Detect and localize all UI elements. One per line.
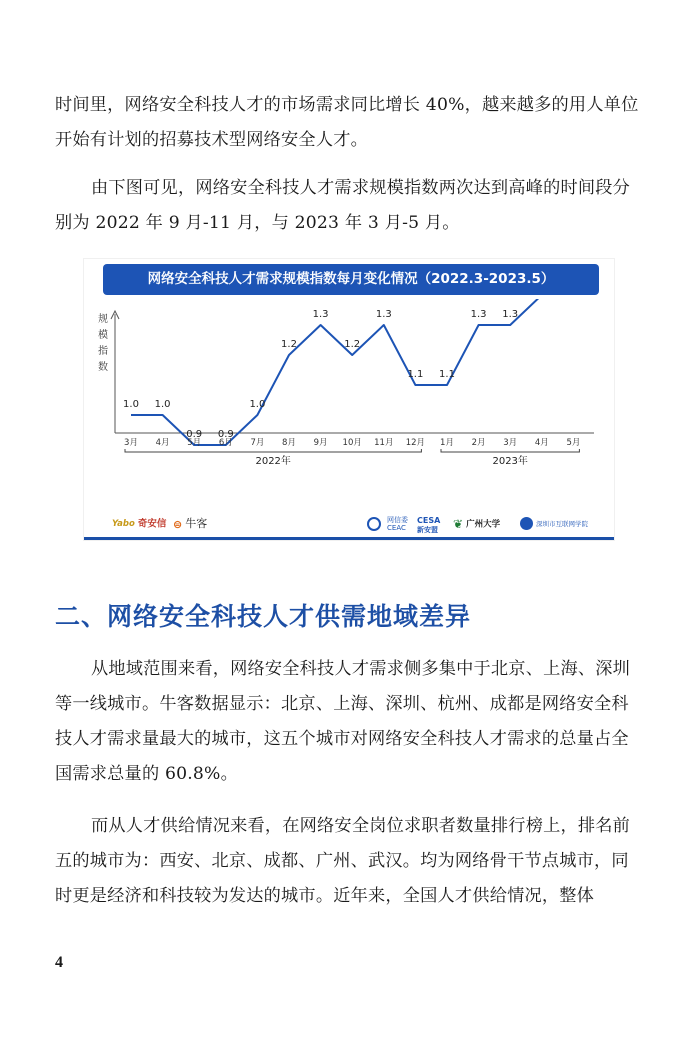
x-tick-label: 4月 (534, 438, 549, 448)
cesa-sub-text: 新安盟 (417, 526, 438, 534)
x-tick-label: 8月 (282, 438, 296, 448)
shenzhen-logo (520, 516, 588, 532)
figure-bottom-rule (84, 537, 614, 540)
x-tick-label: 9月 (313, 438, 328, 448)
gzhu-icon: ❦ (453, 517, 464, 531)
paragraph-1: 时间里，网络安全科技人才的市场需求同比增长 40%，越来越多的用人单位开始有计划的招募技术型网络安全人才。 (55, 95, 639, 150)
x-tick-label: 4月 (155, 438, 170, 448)
x-tick-label: 1月 (440, 438, 454, 448)
paragraph-2: 由下图可见，网络安全科技人才需求规模指数两次达到高峰的时间段分别为 2022 年 9 月-11 月，与 2023 年 3 月-5 月。 (55, 178, 631, 233)
data-label: 1.3 (502, 309, 519, 320)
data-label: 1.3 (470, 309, 487, 320)
year-label: 2022年 (255, 456, 291, 467)
x-tick-label: 10月 (342, 438, 362, 448)
year-bracket (125, 449, 421, 452)
nowcoder-logo (173, 516, 207, 533)
y-axis-label: 规模指数 (98, 314, 108, 373)
gzhu-logo (453, 516, 500, 533)
gzhu-name: 广州大学 (466, 519, 501, 530)
ceac-text: CEAC (387, 524, 406, 532)
chart-figure (84, 259, 614, 540)
ceac-logo (367, 516, 408, 533)
chart-plot (84, 299, 614, 514)
qax-english-mark: Yabo (112, 519, 135, 529)
data-label: 0.9 (217, 429, 234, 440)
paragraph-3: 从地域范围来看，网络安全科技人才需求侧多集中于北京、上海、深圳等一线城市。牛客数据显示：北京、上海、深圳、杭州、成都是网络安全科技人才需求量最大的城市，这五个城市对网络安全科技人才需求的总量占全国需求总量的 60.8%。 (55, 659, 631, 784)
x-tick-label: 5月 (566, 438, 581, 448)
data-label: 1.2 (281, 339, 297, 350)
year-label: 2023年 (492, 456, 528, 467)
x-tick-label: 2月 (471, 438, 486, 448)
section-heading: 二、网络安全科技人才供需地域差异 (55, 602, 472, 631)
cesa-logo (417, 516, 440, 535)
data-label: 1.1 (407, 369, 424, 380)
data-label: 1.1 (439, 369, 455, 380)
qax-logo (112, 516, 166, 533)
chart-title: 网络安全科技人才需求规模指数每月变化情况（2022.3-2023.5） (103, 264, 599, 295)
x-tick-label: 6月 (218, 438, 233, 448)
cesa-text: CESA (417, 516, 441, 525)
year-bracket (441, 449, 579, 452)
logo-bar (84, 514, 614, 536)
x-tick-label: 11月 (374, 438, 394, 448)
data-label: 1.2 (344, 339, 361, 350)
ceac-icon (367, 517, 381, 531)
shenzhen-name: 深圳市互联网学院 (536, 520, 588, 528)
x-tick-label: 7月 (250, 438, 265, 448)
page-number: 4 (55, 954, 63, 971)
ceac-top-text: 网信委 (387, 516, 409, 524)
x-tick-label: 12月 (405, 438, 426, 448)
qax-name: 奇安信 (137, 518, 167, 530)
nowcoder-icon: ⊜ (173, 517, 183, 531)
shenzhen-icon (520, 517, 533, 530)
data-label: 1.3 (312, 309, 329, 320)
x-tick-label: 3月 (124, 438, 138, 448)
data-label: 1.0 (249, 399, 266, 410)
x-tick-label: 5月 (187, 438, 202, 448)
data-label: 1.3 (375, 309, 392, 320)
data-label: 1.0 (154, 399, 171, 410)
data-label: 1.0 (123, 399, 139, 410)
x-tick-label: 3月 (503, 438, 518, 448)
series-line (131, 299, 573, 445)
nowcoder-name: 牛客 (185, 517, 208, 530)
data-label: 0.9 (186, 429, 203, 440)
paragraph-4: 而从人才供给情况来看，在网络安全岗位求职者数量排行榜上，排名前五的城市为：西安、北京、成都、广州、武汉。均为网络骨干节点城市，同时更是经济和科技较为发达的城市。近年来，全国人才供给情况，整体 (55, 816, 631, 906)
